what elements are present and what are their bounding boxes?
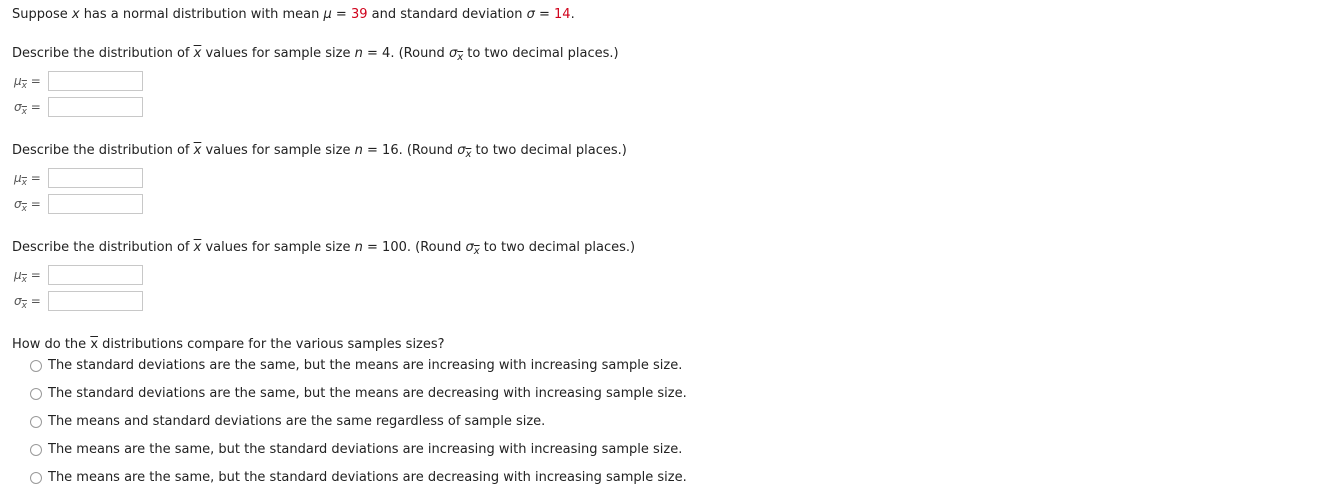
part-eq: =: [362, 46, 383, 61]
intro-eq: =: [331, 7, 351, 22]
part-tail-b: to two decimal places.): [471, 143, 627, 158]
sigma-subscript: x: [465, 149, 472, 160]
part-lead: Describe the distribution of: [12, 143, 194, 158]
problem-statement: [12, 7, 575, 23]
option-1[interactable]: [30, 358, 682, 374]
part-tail-a: . (Round: [398, 143, 458, 158]
sigma-xbar-label: $\sigma_{\overline{x}}$ =: [14, 197, 41, 214]
part-mid: values for sample size: [201, 46, 355, 61]
sigma-xbar-label: $\sigma_{\overline{x}}$ =: [14, 294, 41, 311]
mu-xbar-label: $\mu_{\overline{x}}$ =: [14, 171, 41, 188]
n-symbol: n: [354, 46, 363, 61]
option-label: The means are the same, but the standard deviations are increasing with increasing sample size.: [48, 442, 683, 457]
mu-xbar-row-2: [14, 167, 143, 189]
compare-tail: distributions compare for the various samples sizes?: [98, 337, 445, 352]
xbar-symbol: $\overline{x}$: [193, 143, 202, 158]
part-lead: Describe the distribution of: [12, 46, 194, 61]
sigma-xbar-input-n16[interactable]: [48, 194, 143, 214]
sigma-symbol: σ: [526, 7, 535, 22]
sigma-subscript: x: [457, 52, 464, 63]
part-mid: values for sample size: [201, 143, 355, 158]
option-label: The standard deviations are the same, but the means are decreasing with increasing sample size.: [48, 386, 687, 401]
sigma-xbar-row-1: [14, 96, 143, 118]
part-2-prompt: [12, 143, 627, 160]
radio-button[interactable]: [30, 444, 42, 456]
radio-button[interactable]: [30, 388, 42, 400]
intro-end: .: [570, 7, 575, 22]
sample-size-value: 100: [382, 240, 407, 255]
part-3-prompt: [12, 240, 635, 257]
option-2[interactable]: [30, 386, 687, 402]
part-tail-b: to two decimal places.): [463, 46, 619, 61]
mu-xbar-input-n100[interactable]: [48, 265, 143, 285]
sd-value: 14: [554, 7, 571, 22]
intro-prefix: Suppose: [12, 7, 72, 22]
radio-button[interactable]: [30, 472, 42, 484]
intro-mid: has a normal distribution with mean: [79, 7, 324, 22]
compare-lead: How do the: [12, 337, 91, 352]
sigma-symbol: σ: [448, 46, 458, 61]
option-label: The means are the same, but the standard deviations are decreasing with increasing sample size.: [48, 470, 687, 485]
radio-button[interactable]: [30, 360, 42, 372]
mu-symbol: μ: [323, 7, 332, 22]
sigma-xbar-label: $\sigma_{\overline{x}}$ =: [14, 100, 41, 117]
sigma-xbar-input-n100[interactable]: [48, 291, 143, 311]
option-3[interactable]: [30, 414, 545, 430]
part-tail-a: . (Round: [406, 240, 466, 255]
intro-eq2: =: [534, 7, 555, 22]
xbar-symbol: $\overline{x}$: [90, 337, 99, 352]
mu-xbar-label: $\mu_{\overline{x}}$ =: [14, 268, 41, 285]
sigma-xbar-row-2: [14, 193, 143, 215]
radio-button[interactable]: [30, 416, 42, 428]
sample-size-value: 16: [382, 143, 399, 158]
mu-xbar-input-n16[interactable]: [48, 168, 143, 188]
sigma-symbol: σ: [465, 240, 474, 255]
intro-and: and standard deviation: [367, 7, 527, 22]
part-1-prompt: [12, 46, 619, 63]
xbar-symbol: $\overline{x}$: [193, 46, 202, 61]
option-label: The means and standard deviations are the same regardless of sample size.: [48, 414, 546, 429]
compare-question: [12, 337, 445, 353]
sigma-subscript: x: [473, 246, 480, 257]
sample-size-value: 4: [382, 46, 391, 61]
xbar-symbol: $\overline{x}$: [193, 240, 202, 255]
mu-xbar-input-n4[interactable]: [48, 71, 143, 91]
part-tail-a: . (Round: [390, 46, 449, 61]
intro-var: x: [71, 7, 80, 22]
n-symbol: n: [354, 143, 363, 158]
n-symbol: n: [354, 240, 363, 255]
part-eq: =: [362, 240, 383, 255]
sigma-xbar-row-3: [14, 290, 143, 312]
mu-xbar-row-1: [14, 70, 143, 92]
part-mid: values for sample size: [201, 240, 355, 255]
part-eq: =: [362, 143, 383, 158]
part-lead: Describe the distribution of: [12, 240, 194, 255]
mean-value: 39: [350, 7, 368, 22]
part-tail-b: to two decimal places.): [479, 240, 636, 255]
mu-xbar-label: $\mu_{\overline{x}}$ =: [14, 74, 41, 91]
option-label: The standard deviations are the same, but the means are increasing with increasing sample size.: [48, 358, 683, 373]
mu-xbar-row-3: [14, 264, 143, 286]
option-4[interactable]: [30, 442, 682, 458]
sigma-xbar-input-n4[interactable]: [48, 97, 143, 117]
sigma-symbol: σ: [457, 143, 466, 158]
option-5[interactable]: [30, 470, 687, 486]
